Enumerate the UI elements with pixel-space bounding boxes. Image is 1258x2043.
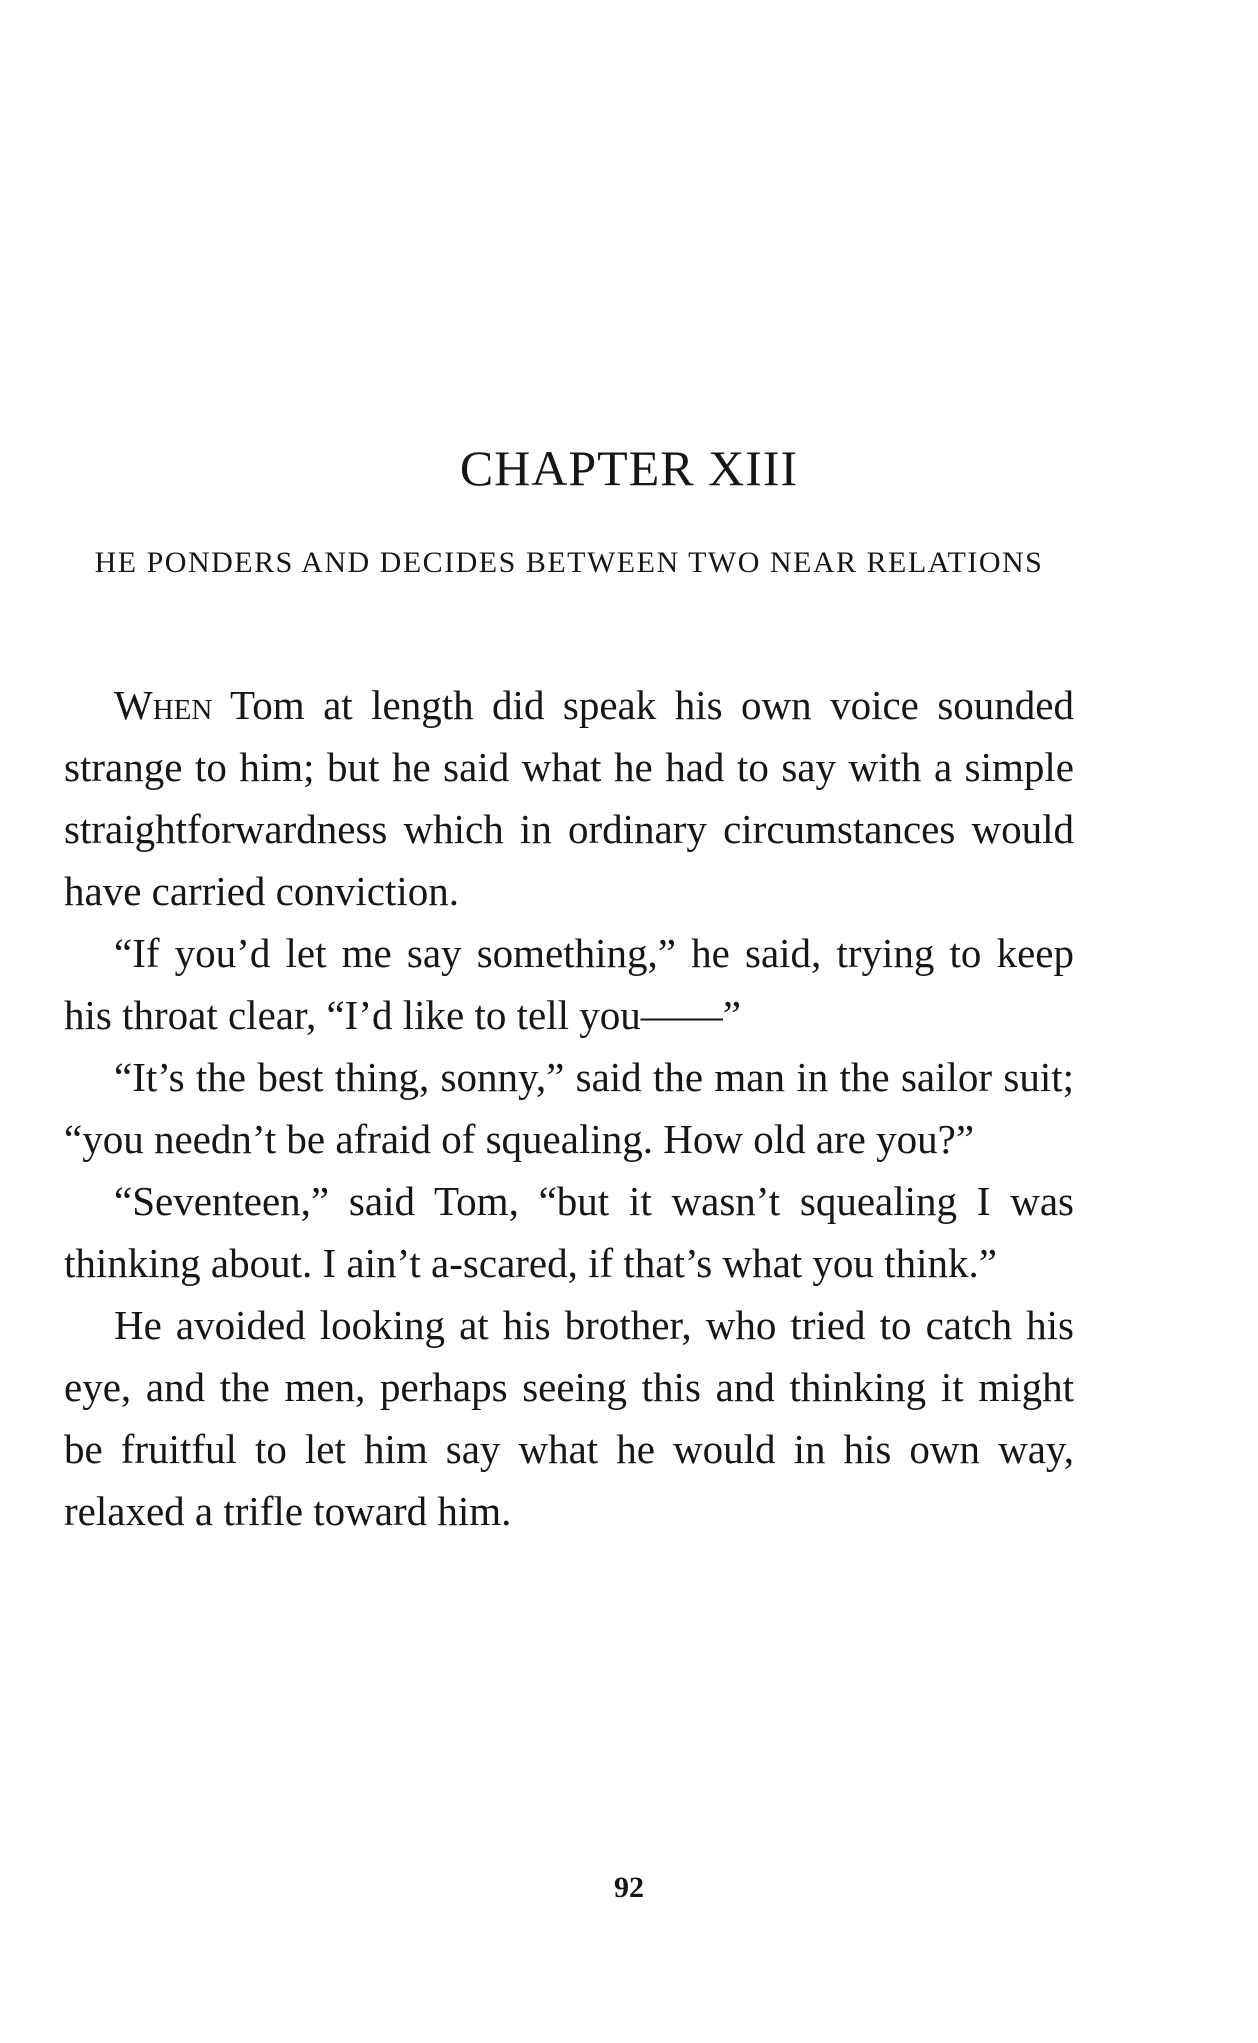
paragraph-text: “Seventeen,” said Tom, “but it wasn’t squealing I was thinking about. I ain’t a-scared, if that’s what you think.”: [64, 1178, 1074, 1286]
paragraph: [64, 1294, 1074, 1542]
page-number: 92: [614, 1871, 644, 1904]
paragraph-text: “It’s the best thing, sonny,” said the man in the sailor suit; “you needn’t be afraid of squealing. How old are you?”: [64, 1054, 1074, 1162]
paragraph-text: Tom at length did speak his own voice sounded strange to him; but he said what he had to say with a simple straightforwardness which in ordinary circumstances would have carried conviction.: [64, 682, 1074, 914]
paragraph-text: “If you’d let me say something,” he said, trying to keep his throat clear, “I’d like to tell you——”: [64, 930, 1074, 1038]
paragraph-text: He avoided looking at his brother, who tried to catch his eye, and the men, perhaps seeing this and thinking it might be fruitful to let him say what he would in his own way, relaxed a trifle toward him.: [64, 1302, 1074, 1534]
paragraph: [64, 1170, 1074, 1294]
body-text: [64, 674, 1074, 1542]
drop-lead-word: When: [114, 682, 213, 728]
paragraph: [64, 674, 1074, 922]
paragraph: [64, 1046, 1074, 1170]
chapter-title: CHAPTER XIII: [459, 440, 799, 496]
chapter-subtitle: HE PONDERS AND DECIDES BETWEEN TWO NEAR RELATIONS: [94, 546, 1044, 579]
paragraph: [64, 922, 1074, 1046]
